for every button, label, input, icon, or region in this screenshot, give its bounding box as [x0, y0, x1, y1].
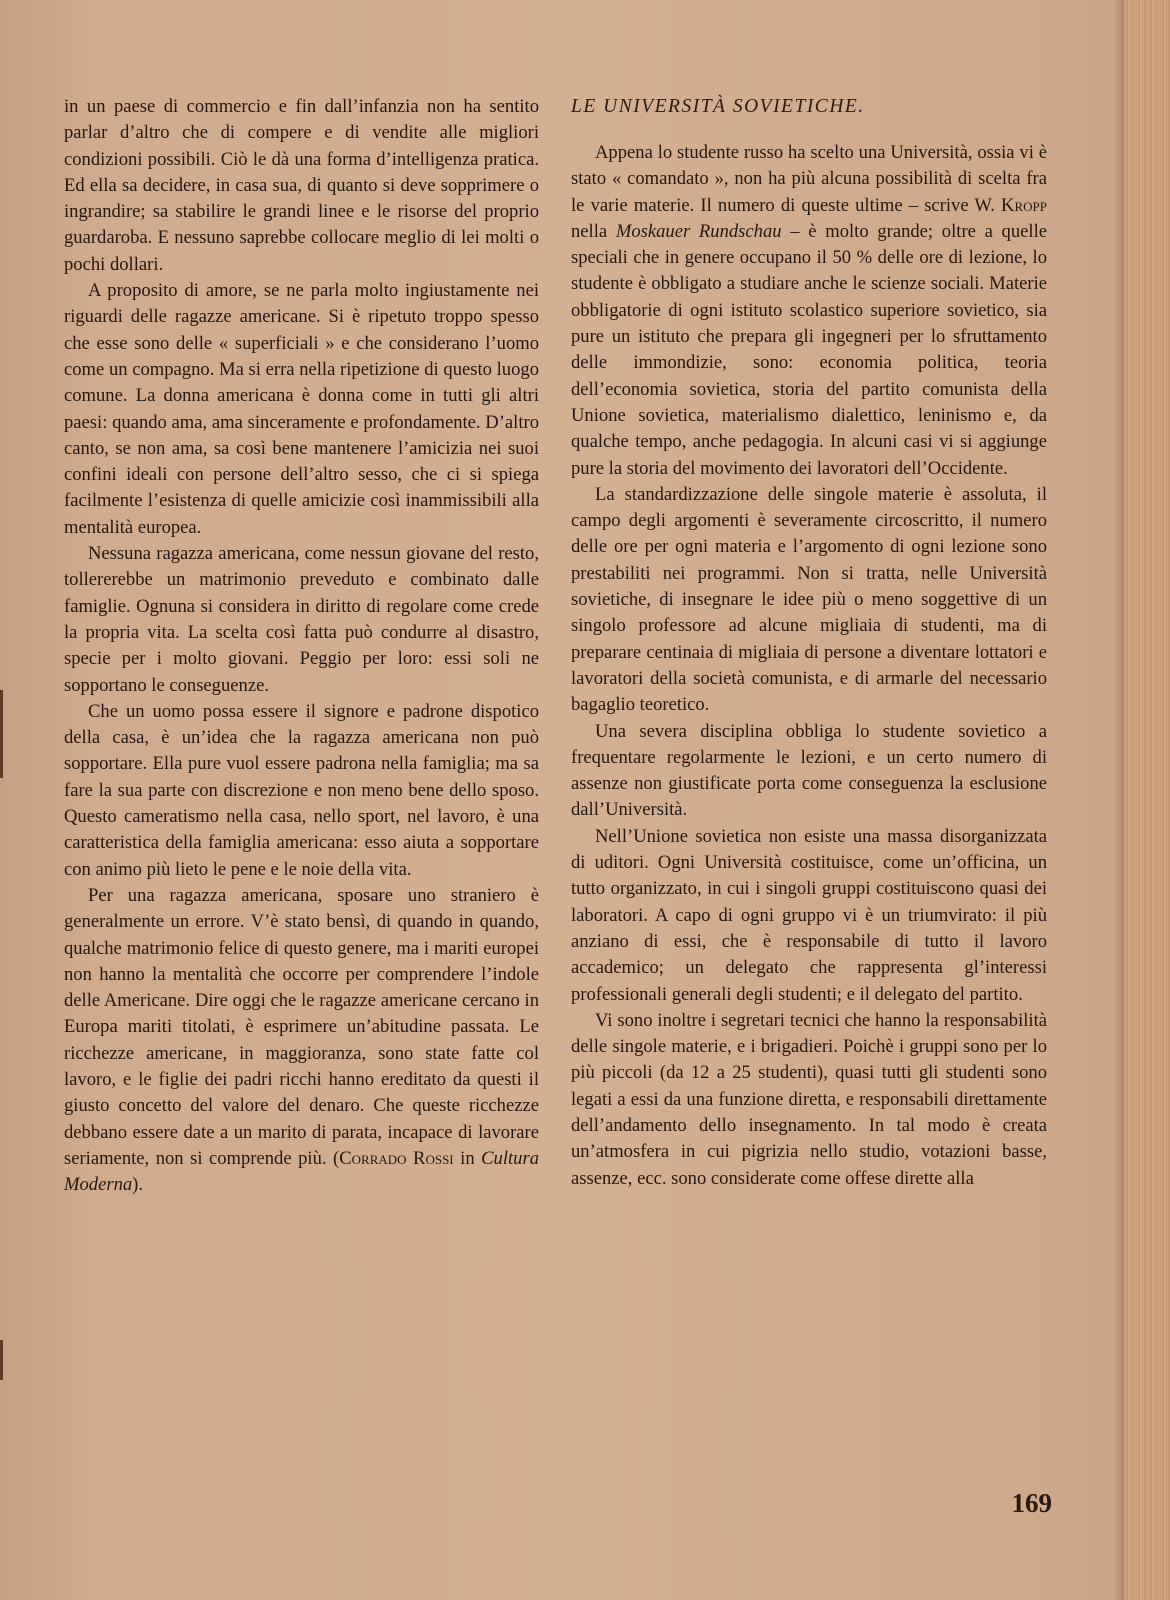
paragraph: Nell’Unione sovietica non esiste una massa disorganizzata di uditori. Ogni Università costituisce, come un’officina, un tutto organizzato, in cui i singoli gruppi costituiscono quasi dei laboratori. A capo di ogni gruppo vi è un triumvirato: il più anziano di essi, che è responsabile di tutto il lavoro accademico; un delegato che rappresenta gl’interessi professionali generali degli studenti; e il delegato del partito.	[571, 825, 1047, 1005]
citation-in: in	[453, 1147, 482, 1169]
citation-open: (	[333, 1147, 340, 1169]
citation-author: Corrado Rossi	[339, 1147, 454, 1169]
paragraph	[571, 140, 1047, 482]
article-author: Kropp	[1001, 194, 1047, 216]
paragraph: Una severa disciplina obbliga lo studente sovietico a frequentare regolarmente le lezioni, e un certo numero di assenze non giustificate porta come conseguenza la esclusione dall’Università.	[571, 720, 1047, 821]
paragraph: Che un uomo possa essere il signore e padrone dispotico della casa, è un’idea che la ragazza americana non può sopportare. Ella pure vuol essere padrona nella famiglia; ma sa fare la sua parte con discrezione e non meno bene dello sposo. Questo cameratismo nella casa, nello sport, nel lavoro, è una caratteristica della famiglia americana: esso aiuta a sopportare con animo più lieto le pene e le noie della vita.	[64, 700, 539, 880]
margin-mark	[0, 690, 3, 778]
paragraph: La standardizzazione delle singole materie è assoluta, il campo degli argomenti è severamente circoscritto, il numero delle ore per ogni materia e l’argomento di ogni lezione sono prestabiliti nei programmi. Non si tratta, nelle Università sovietiche, di insegnare le idee più o meno soggettive di un singolo professore ad alcune migliaia di studenti, ma di preparare centinaia di migliaia di persone a diventare lottatori e lavoratori della società comunista, e di armarle del necessario bagaglio teoretico.	[571, 483, 1047, 716]
article-source: Moskauer Rundschau	[615, 220, 782, 242]
margin-mark	[0, 1340, 3, 1380]
paragraph-text: – è molto grande; oltre a quelle speciali che in genere occupano il 50 % delle ore di lezione, lo studente è obbligato a studiare anche le scienze sociali. Materie obbligatorie di ogni istituto scolastico superiore sovietico, sia pure un istituto che prepara gli ingegneri per lo sfruttamento delle immondizie, sono: economia politica, teoria dell’economia sovietica, storia del partito comunista della Unione sovietica, materialismo dialettico, leninismo e, da qualche tempo, anche pedagogia. In alcuni casi vi si aggiunge pure la storia del movimento dei lavoratori dell’Occidente.	[571, 220, 1047, 479]
paragraph-text: Per una ragazza americana, sposare uno straniero è generalmente un errore. V’è stato bensì, di quando in quando, qualche matrimonio felice di questo genere, ma i mariti europei non hanno la mentalità che occorre per comprendere l’indole delle Americane. Dire oggi che le ragazze americane cercano in Europa mariti titolati, è esprimere un’abitudine passata. Le ricchezze americane, in maggioranza, sono state fatte col lavoro, e le figlie dei padri ricchi hanno ereditato da questi il giusto concetto del valore del denaro. Che queste ricchezze debbano essere date a un marito di parata, incapace di lavorare seriamente, non si comprende più.	[64, 884, 539, 1169]
page-edge-shadow	[1114, 0, 1124, 1600]
paragraph: in un paese di commercio e fin dall’infanzia non ha sentito parlar d’altro che di compere e di vendite alle migliori condizioni possibili. Ciò le dà una forma d’intelligenza pratica. Ed ella sa decidere, in casa sua, di quanto si deve sopprimere o ingrandire; sa stabilire le grandi linee e le risorse del proprio guardaroba. E nessuno saprebbe collocare meglio di lei molti o pochi dollari.	[64, 96, 539, 275]
right-column	[571, 94, 1047, 1192]
left-column	[64, 94, 539, 1198]
citation-close: ).	[132, 1174, 144, 1196]
paragraph: Vi sono inoltre i segretari tecnici che hanno la responsabilità delle singole materie, e i brigadieri. Poichè i gruppi sono per lo più piccoli (da 12 a 25 studenti), quasi tutti gli studenti sono legati a essi da una funzione diretta, e responsabili direttamente dell’andamento dello insegnamento. In tal modo è creata un’atmosfera in cui pigrizia nello studio, votazioni basse, assenze, ecc. sono considerate come offese dirette alla	[571, 1009, 1047, 1189]
paragraph-text: nella	[571, 220, 616, 242]
page-edge	[1124, 0, 1170, 1600]
citation-source: Cultura Moderna	[64, 1147, 539, 1196]
paragraph-text: Appena lo studente russo ha scelto una Università, ossia vi è stato « comandato », non ha più alcuna possibilità di scelta fra le varie materie. Il numero di queste ultime – scrive W.	[571, 142, 1047, 216]
section-heading: LE UNIVERSITÀ SOVIETICHE.	[571, 96, 865, 117]
paragraph: Nessuna ragazza americana, come nessun giovane del resto, tollererebbe un matrimonio preveduto e combinato dalle famiglie. Ognuna si considera in diritto di regolare come crede la propria vita. La scelta così fatta può condurre al disastro, specie per i molto giovani. Peggio per loro: essi soli ne sopportano le conseguenze.	[64, 543, 539, 696]
paragraph: A proposito di amore, se ne parla molto ingiustamente nei riguardi delle ragazze americane. Si è ripetuto troppo spesso che esse sono delle « superficiali » e che considerano l’uomo come un compagno. Ma si erra nella ripetizione di questo luogo comune. La donna americana è donna come in tutti gli altri paesi: quando ama, ama sinceramente e profondamente. D’altro canto, se non ama, sa così bene mantenere l’amicizia nei suoi confini ideali con persone dell’altro sesso, che ci si spiega facilmente l’esistenza di quelle amicizie così inammissibili alla mentalità europea.	[64, 280, 539, 538]
page-number: 169	[1011, 1488, 1052, 1518]
paragraph-with-citation	[64, 883, 539, 1199]
